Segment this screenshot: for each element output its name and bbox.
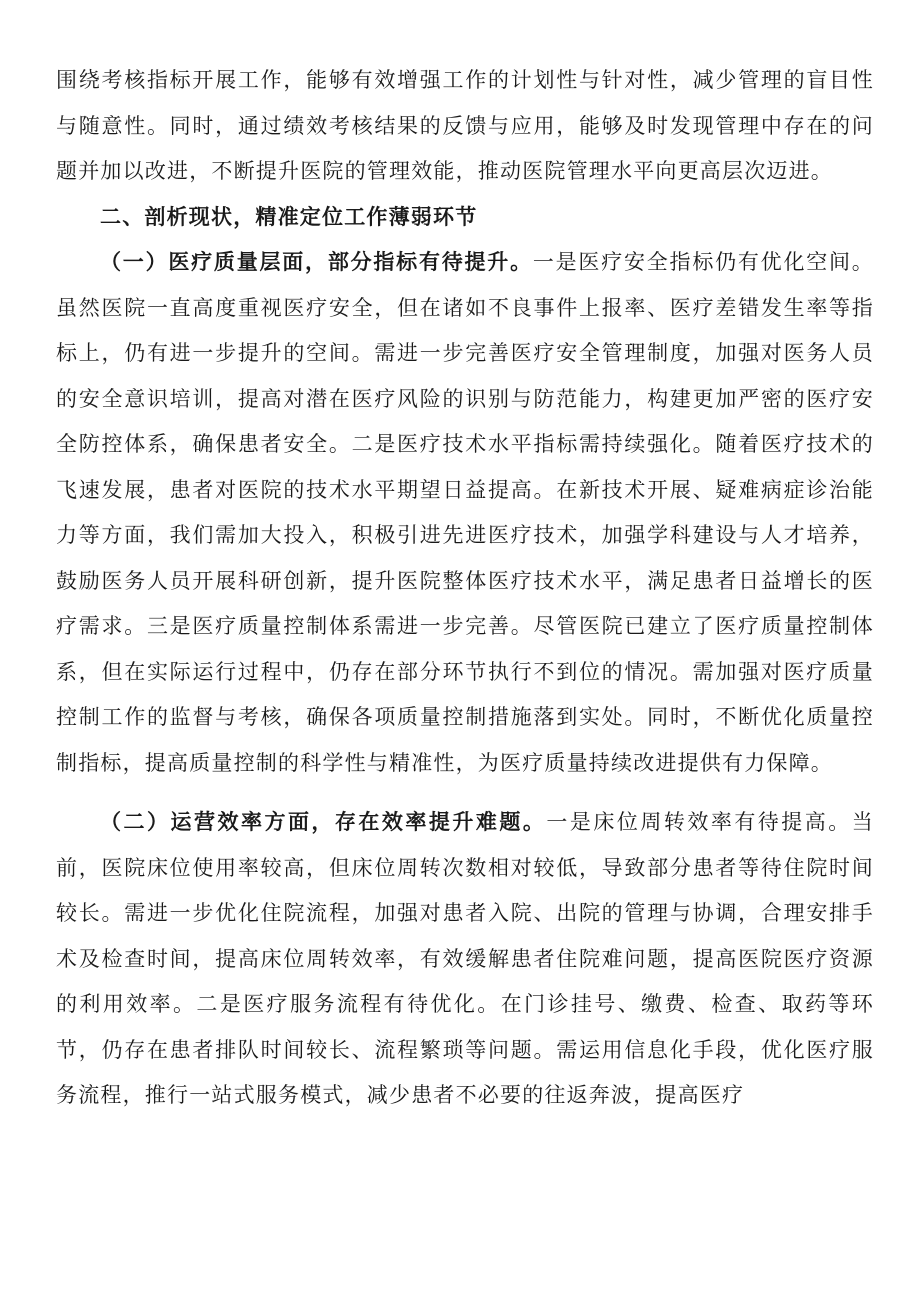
- document-body: [56, 58, 874, 1119]
- section-heading: 二、剖析现状，精准定位工作薄弱环节: [100, 204, 478, 229]
- subsection-1-body: 一是医疗安全指标仍有优化空间。虽然医院一直高度重视医疗安全，但在诸如不良事件上报率、医疗差错发生率等指标上，仍有进一步提升的空间。需进一步完善医疗安全管理制度，加强对医务人员的安全意识培训，提高对潜在医疗风险的识别与防范能力，构建更加严密的医疗安全防控体系，确保患者安全。二是医疗技术水平指标需持续强化。随着医疗技术的飞速发展，患者对医院的技术水平期望日益提高。在新技术开展、疑难病症诊治能力等方面，我们需加大投入，积极引进先进医疗技术，加强学科建设与人才培养，鼓励医务人员开展科研创新，提升医院整体医疗技术水平，满足患者日益增长的医疗需求。三是医疗质量控制体系需进一步完善。尽管医院已建立了医疗质量控制体系，但在实际运行过程中，仍存在部分环节执行不到位的情况。需加强对医疗质量控制工作的监督与考核，确保各项质量控制措施落到实处。同时，不断优化质量控制指标，提高质量控制的科学性与精准性，为医疗质量持续改进提供有力保障。: [56, 250, 874, 775]
- intro-paragraph: 围绕考核指标开展工作，能够有效增强工作的计划性与针对性，减少管理的盲目性与随意性。同时，通过绩效考核结果的反馈与应用，能够及时发现管理中存在的问题并加以改进，不断提升医院的管理效能，推动医院管理水平向更高层次迈进。: [56, 68, 874, 183]
- subsection-1-lead: （一）医疗质量层面，部分指标有待提升。: [100, 250, 533, 274]
- subsection-1-paragraph: [56, 240, 874, 786]
- subsection-2-body: 一是床位周转效率有待提高。当前，医院床位使用率较高，但床位周转次数相对较低，导致部分患者等待住院时间较长。需进一步优化住院流程，加强对患者入院、出院的管理与协调，合理安排手术及检查时间，提高床位周转效率，有效缓解患者住院难问题，提高医院医疗资源的利用效率。二是医疗服务流程有待优化。在门诊挂号、缴费、检查、取药等环节，仍存在患者排队时间较长、流程繁琐等问题。需运用信息化手段，优化医疗服务流程，推行一站式服务模式，减少患者不必要的往返奔波，提高医疗: [56, 810, 874, 1107]
- subsection-2-paragraph: [56, 800, 874, 1119]
- subsection-2-lead: （二）运营效率方面，存在效率提升难题。: [100, 810, 547, 834]
